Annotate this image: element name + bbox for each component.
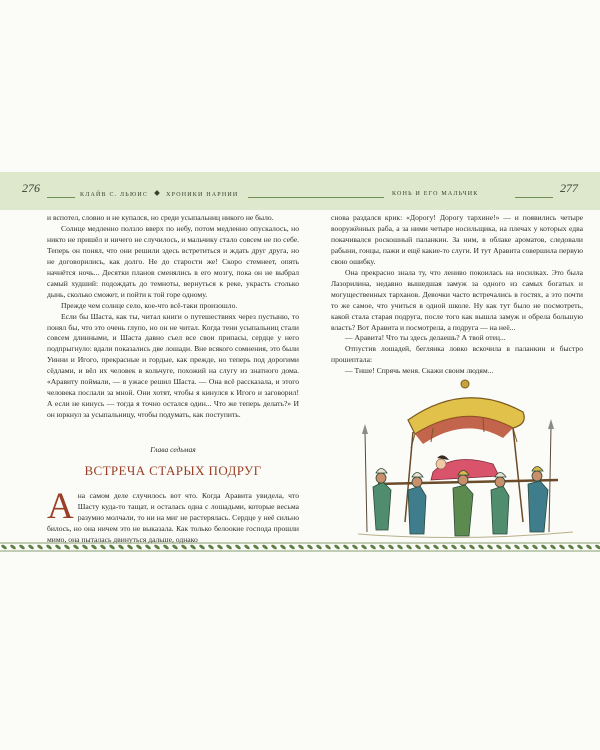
vine-leaf	[0, 544, 7, 550]
vine-leaf	[315, 544, 322, 550]
vine-leaf	[216, 544, 223, 550]
diamond-separator-icon	[154, 190, 160, 196]
vine-leaf	[549, 544, 556, 550]
vine-leaf	[351, 544, 358, 550]
vine-leaf	[450, 544, 457, 550]
vine-leaf	[117, 544, 124, 550]
running-head-series: ХРОНИКИ НАРНИИ	[166, 192, 239, 198]
vine-leaf	[378, 544, 385, 550]
vine-leaf	[108, 544, 115, 550]
vine-leaf	[513, 544, 520, 550]
vine-leaf	[423, 544, 430, 550]
paragraph: снова раздался крик: «Дорогу! Дорогу тархине!» — и появились четыре вооружённых раба, а за ними четыре носильщика, на плечах у которых едва покачивался роскошный паланкин. За ним, в облаке ароматов, следовали рабыни, гонцы, пажи и ещё какие-то слуги. И тут Аравита совершила первую свою ошибку.	[331, 213, 583, 266]
vine-leaf	[576, 544, 583, 550]
vine-leaf	[207, 544, 214, 550]
vine-leaf	[567, 544, 574, 550]
vine-leaf	[45, 544, 52, 550]
vine-leaf	[405, 544, 412, 550]
vine-leaf	[495, 544, 502, 550]
page-number-left: 276	[22, 181, 40, 195]
vine-leaf	[486, 544, 493, 550]
paragraph: Она прекрасно знала ту, что лениво покоилась на носилках. Это была Лазорилина, недавно вышедшая замуж за одного из самых богатых и могущественных тарханов. Девочки часто встречались в гостях, а это почти то же самое, что учиться в одной школе. Ну как тут было не посмотреть, какой стала старая подруга, после того как вышла замуж и обрела большую власть? Вот Аравита и посмотрела, а подруга — на неё...	[331, 267, 583, 332]
vine-leaf	[459, 544, 466, 550]
chapter-label: Глава седьмая	[150, 445, 196, 455]
vine-leaf	[369, 544, 376, 550]
vine-leaf	[279, 544, 286, 550]
vine-leaf	[594, 544, 600, 550]
vine-border-ornament	[0, 540, 600, 554]
vine-leaf	[36, 544, 43, 550]
vine-leaf	[261, 544, 268, 550]
vine-leaf	[522, 544, 529, 550]
vine-leaf	[135, 544, 142, 550]
vine-leaf	[324, 544, 331, 550]
chapter-title: ВСТРЕЧА СТАРЫХ ПОДРУГ	[84, 463, 262, 479]
vine-leaf	[432, 544, 439, 550]
vine-leaf	[162, 544, 169, 550]
vine-leaf	[144, 544, 151, 550]
vine-leaf	[171, 544, 178, 550]
vine-leaf	[27, 544, 34, 550]
running-head-left	[80, 191, 238, 198]
running-head-right: КОНЬ И ЕГО МАЛЬЧИК	[392, 191, 479, 197]
left-text-column	[47, 213, 299, 546]
drop-cap: А	[47, 486, 74, 528]
paragraph: Отпустив лошадей, беглянка ловко вскочила в паланкин и быстро прошептала:	[331, 344, 583, 365]
vine-leaf	[90, 544, 97, 550]
paragraph: Прежде чем солнце село, кое-что всё-таки произошло.	[61, 300, 238, 310]
vine-leaf	[18, 544, 25, 550]
page-number-right: 277	[560, 181, 578, 195]
header-rule	[248, 197, 384, 198]
vine-leaf	[225, 544, 232, 550]
paragraph: и вспотел, словно и не купался, но среди усыпальниц никого не было.	[47, 213, 274, 222]
vine-leaf	[360, 544, 367, 550]
vine-leaf	[153, 544, 160, 550]
vine-leaf	[63, 544, 70, 550]
vine-leaf	[342, 544, 349, 550]
vine-leaf	[477, 544, 484, 550]
paragraph: — Аравита! Что ты здесь делаешь? А твой отец...	[345, 333, 506, 343]
vine-leaf	[531, 544, 538, 550]
vine-leaf	[180, 544, 187, 550]
vine-leaf	[198, 544, 205, 550]
vine-leaf	[387, 544, 394, 550]
paragraph: Солнце медленно ползло вверх по небу, потом медленно опускалось, но никто не пришёл и ничего не случилось, и мальчику стало совсем не по себе. Теперь он понял, что они решили здесь встретиться и ждать друг друга, но не договорились, как долго. Не до старости же! Скоро стемнеет, опять начнётся ночь... Десятки планов сменялись в его мозгу, пока он не выбрал самый худший: подождать до темноты, вернуться к реке, украсть столько дынь, сколько сможет, и пойти к той горе одному.	[47, 223, 299, 299]
vine-leaf	[306, 544, 313, 550]
dropcap-paragraph	[47, 486, 299, 546]
paragraph: Если бы Шаста, как ты, читал книги о путешествиях через пустыню, то понял бы, что это очень глупо, но он не читал. Когда тени усыпальниц стали совсем длинными, и Шаста давно съел все свои припасы, сердце у него подпрыгнуло: вдали показались две лошади. Вне всякого сомнения, это были Уинни и Игого, прекрасные и гордые, как прежде, но теперь под дорогими сёдлами, и вёл их человек в кольчуге, похожий на слугу из знатного дома. «Аравиту поймали, — в ужасе решил Шаста. — Она всё рассказала, и этого человека послали за мной. Они хотят, чтобы я кинулся к Игого и заговорил! А если не кинусь — тогда я точно остался один... Что же теперь делать?» И он юркнул за усыпальницу, чтобы подумать, как поступить.	[47, 311, 299, 420]
vine-leaf	[396, 544, 403, 550]
vine-leaf	[558, 544, 565, 550]
vine-leaf	[54, 544, 61, 550]
vine-leaf	[234, 544, 241, 550]
vine-leaf	[99, 544, 106, 550]
vine-leaf	[333, 544, 340, 550]
vine-leaf	[504, 544, 511, 550]
paragraph: — Тише! Спрячь меня. Скажи своим людям...	[345, 366, 494, 376]
vine-leaf	[81, 544, 88, 550]
header-rule	[515, 197, 553, 198]
vine-leaf	[126, 544, 133, 550]
vine-leaf	[72, 544, 79, 550]
palanquin-illustration	[353, 372, 578, 547]
dropcap-paragraph-text: на самом деле случилось вот что. Когда Аравита увидела, что Шасту куда-то тащат, и осталась одна с лошадьми, которые весьма разумно молчали, то ни на миг не растерялась. Сердце у неё сильно билось, но она ничем это не выказала. Как только белоокие господа прошли мимо, она пыталась двинуться дальше, однако	[47, 491, 299, 544]
vine-leaf	[270, 544, 277, 550]
header-rule	[47, 197, 75, 198]
right-text-column	[331, 213, 583, 377]
vine-leaf	[9, 544, 16, 550]
vine-leaf	[540, 544, 547, 550]
vine-leaf	[585, 544, 592, 550]
vine-leaf	[252, 544, 259, 550]
running-head-author: КЛАЙВ С. ЛЬЮИС	[80, 192, 149, 198]
vine-leaf	[297, 544, 304, 550]
vine-leaf	[468, 544, 475, 550]
vine-leaf	[414, 544, 421, 550]
vine-leaf	[189, 544, 196, 550]
vine-leaf	[243, 544, 250, 550]
vine-leaf	[288, 544, 295, 550]
vine-leaf	[441, 544, 448, 550]
